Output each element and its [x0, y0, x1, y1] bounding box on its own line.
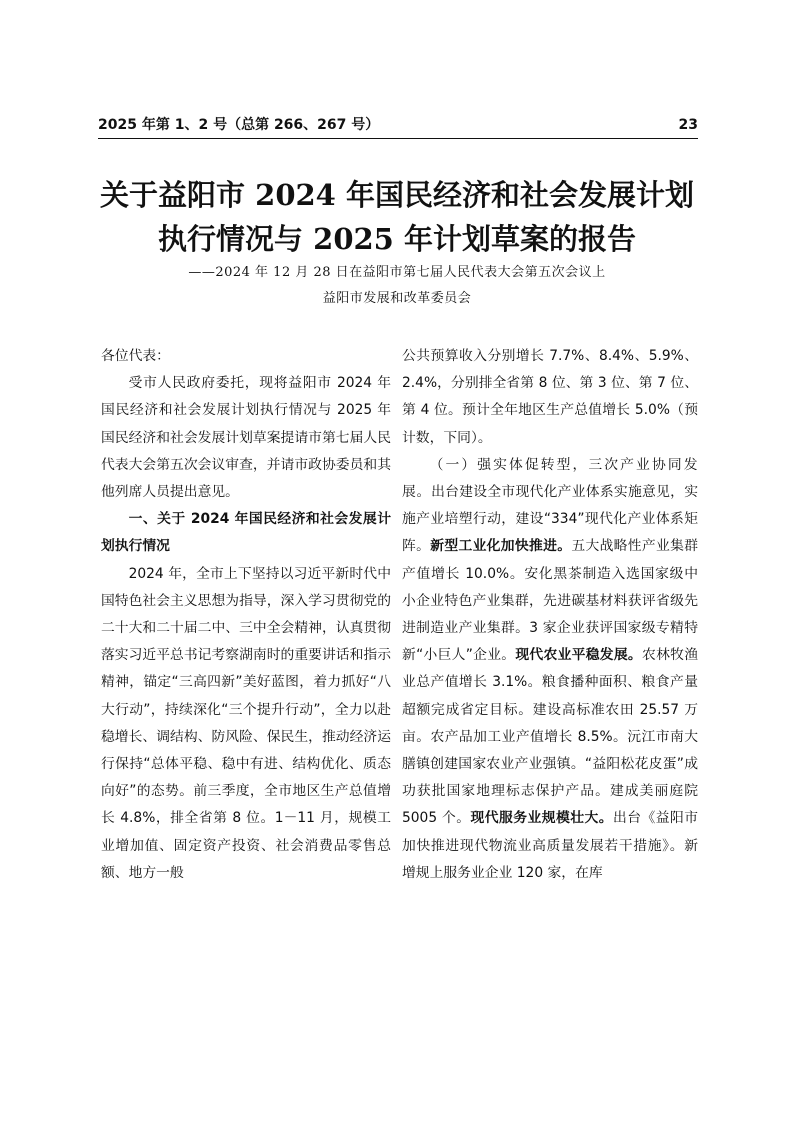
right-column — [402, 343, 698, 887]
text-run: 五大战略性产业集群产值增长 10.0%。安化黑茶制造入选国家级中小企业特色产业集群，先进碳基材料获评省级先进制造业产业集群。3 家企业获评国家级专精特新“小巨人”企业。 — [402, 538, 699, 664]
subsection-paragraph-1 — [402, 452, 698, 887]
report-title-line-1: 关于益阳市 2024 年国民经济和社会发展计划 — [100, 178, 694, 212]
bold-heading-services: 现代服务业规模壮大。 — [470, 810, 613, 827]
text-run: 出台《益阳市加快推进现代物流业高质量发展若干措施》。新增规上服务业企业 120 家，在库 — [402, 810, 698, 881]
page-header — [98, 116, 698, 139]
page-number: 23 — [678, 117, 698, 133]
text-run: 农林牧渔业总产值增长 3.1%。粮食播种面积、粮食产量超额完成省定目标。建设高标准农田 25.57 万亩。农产品加工业产值增长 8.5%。沅江市南大膳镇创建国家农业产业强镇。“益阳松花皮蛋”成功获批国家地理标志保护产品。建成美丽庭院 5005 个。 — [402, 647, 699, 827]
body-paragraph-1: 2024 年，全市上下坚持以习近平新时代中国特色社会主义思想为指导，深入学习贯彻党的二十大和二十届二中、三中全会精神，认真贯彻落实习近平总书记考察湖南时的重要讲话和指示精神，锚定“三高四新”美好蓝图，着力抓好“八大行动”，持续深化“三个提升行动”，全力以赴稳增长、调结构、防风险、保民生，推动经济运行保持“总体平稳、稳中有进、结构优化、质态向好”的态势。前三季度，全市地区生产总值增长 4.8%，排全省第 8 位。1－11 月，规模工业增加值、固定资产投资、社会消费品零售总额、地方一般 — [101, 565, 391, 881]
body-paragraph-1-continued: 公共预算收入分别增长 7.7%、8.4%、5.9%、2.4%，分别排全省第 8 位、第 3 位、第 7 位、第 4 位。预计全年地区生产总值增长 5.0%（预计数，下同）。 — [402, 348, 698, 446]
report-author: 益阳市发展和改革委员会 — [322, 291, 472, 306]
bold-heading-industry: 新型工业化加快推进。 — [430, 538, 572, 555]
section-heading-1: 一、关于 2024 年国民经济和社会发展计划执行情况 — [101, 511, 391, 555]
issue-number: 2025 年第 1、2 号（总第 266、267 号） — [98, 117, 380, 133]
left-column — [101, 343, 391, 887]
report-title-line-2: 执行情况与 2025 年计划草案的报告 — [158, 222, 636, 256]
bold-heading-agriculture: 现代农业平稳发展。 — [515, 647, 643, 664]
salutation: 各位代表： — [101, 348, 170, 364]
text-run: 出台建设全市现代化产业体系实施意见，实施产业培塑行动，建设“334”现代化产业体系矩阵。 — [402, 484, 699, 555]
subsection-heading-1: （一）强实体促转型，三次产业协同发展。 — [402, 456, 698, 501]
report-subtitle: ——2024 年 12 月 28 日在益阳市第七届人民代表大会第五次会议上 — [188, 265, 606, 280]
intro-paragraph: 受市人民政府委托，现将益阳市 2024 年国民经济和社会发展计划执行情况与 2025 年国民经济和社会发展计划草案提请市第七届人民代表大会第五次会议审查，并请市政协委员和其他列席人员提出意见。 — [101, 375, 391, 501]
